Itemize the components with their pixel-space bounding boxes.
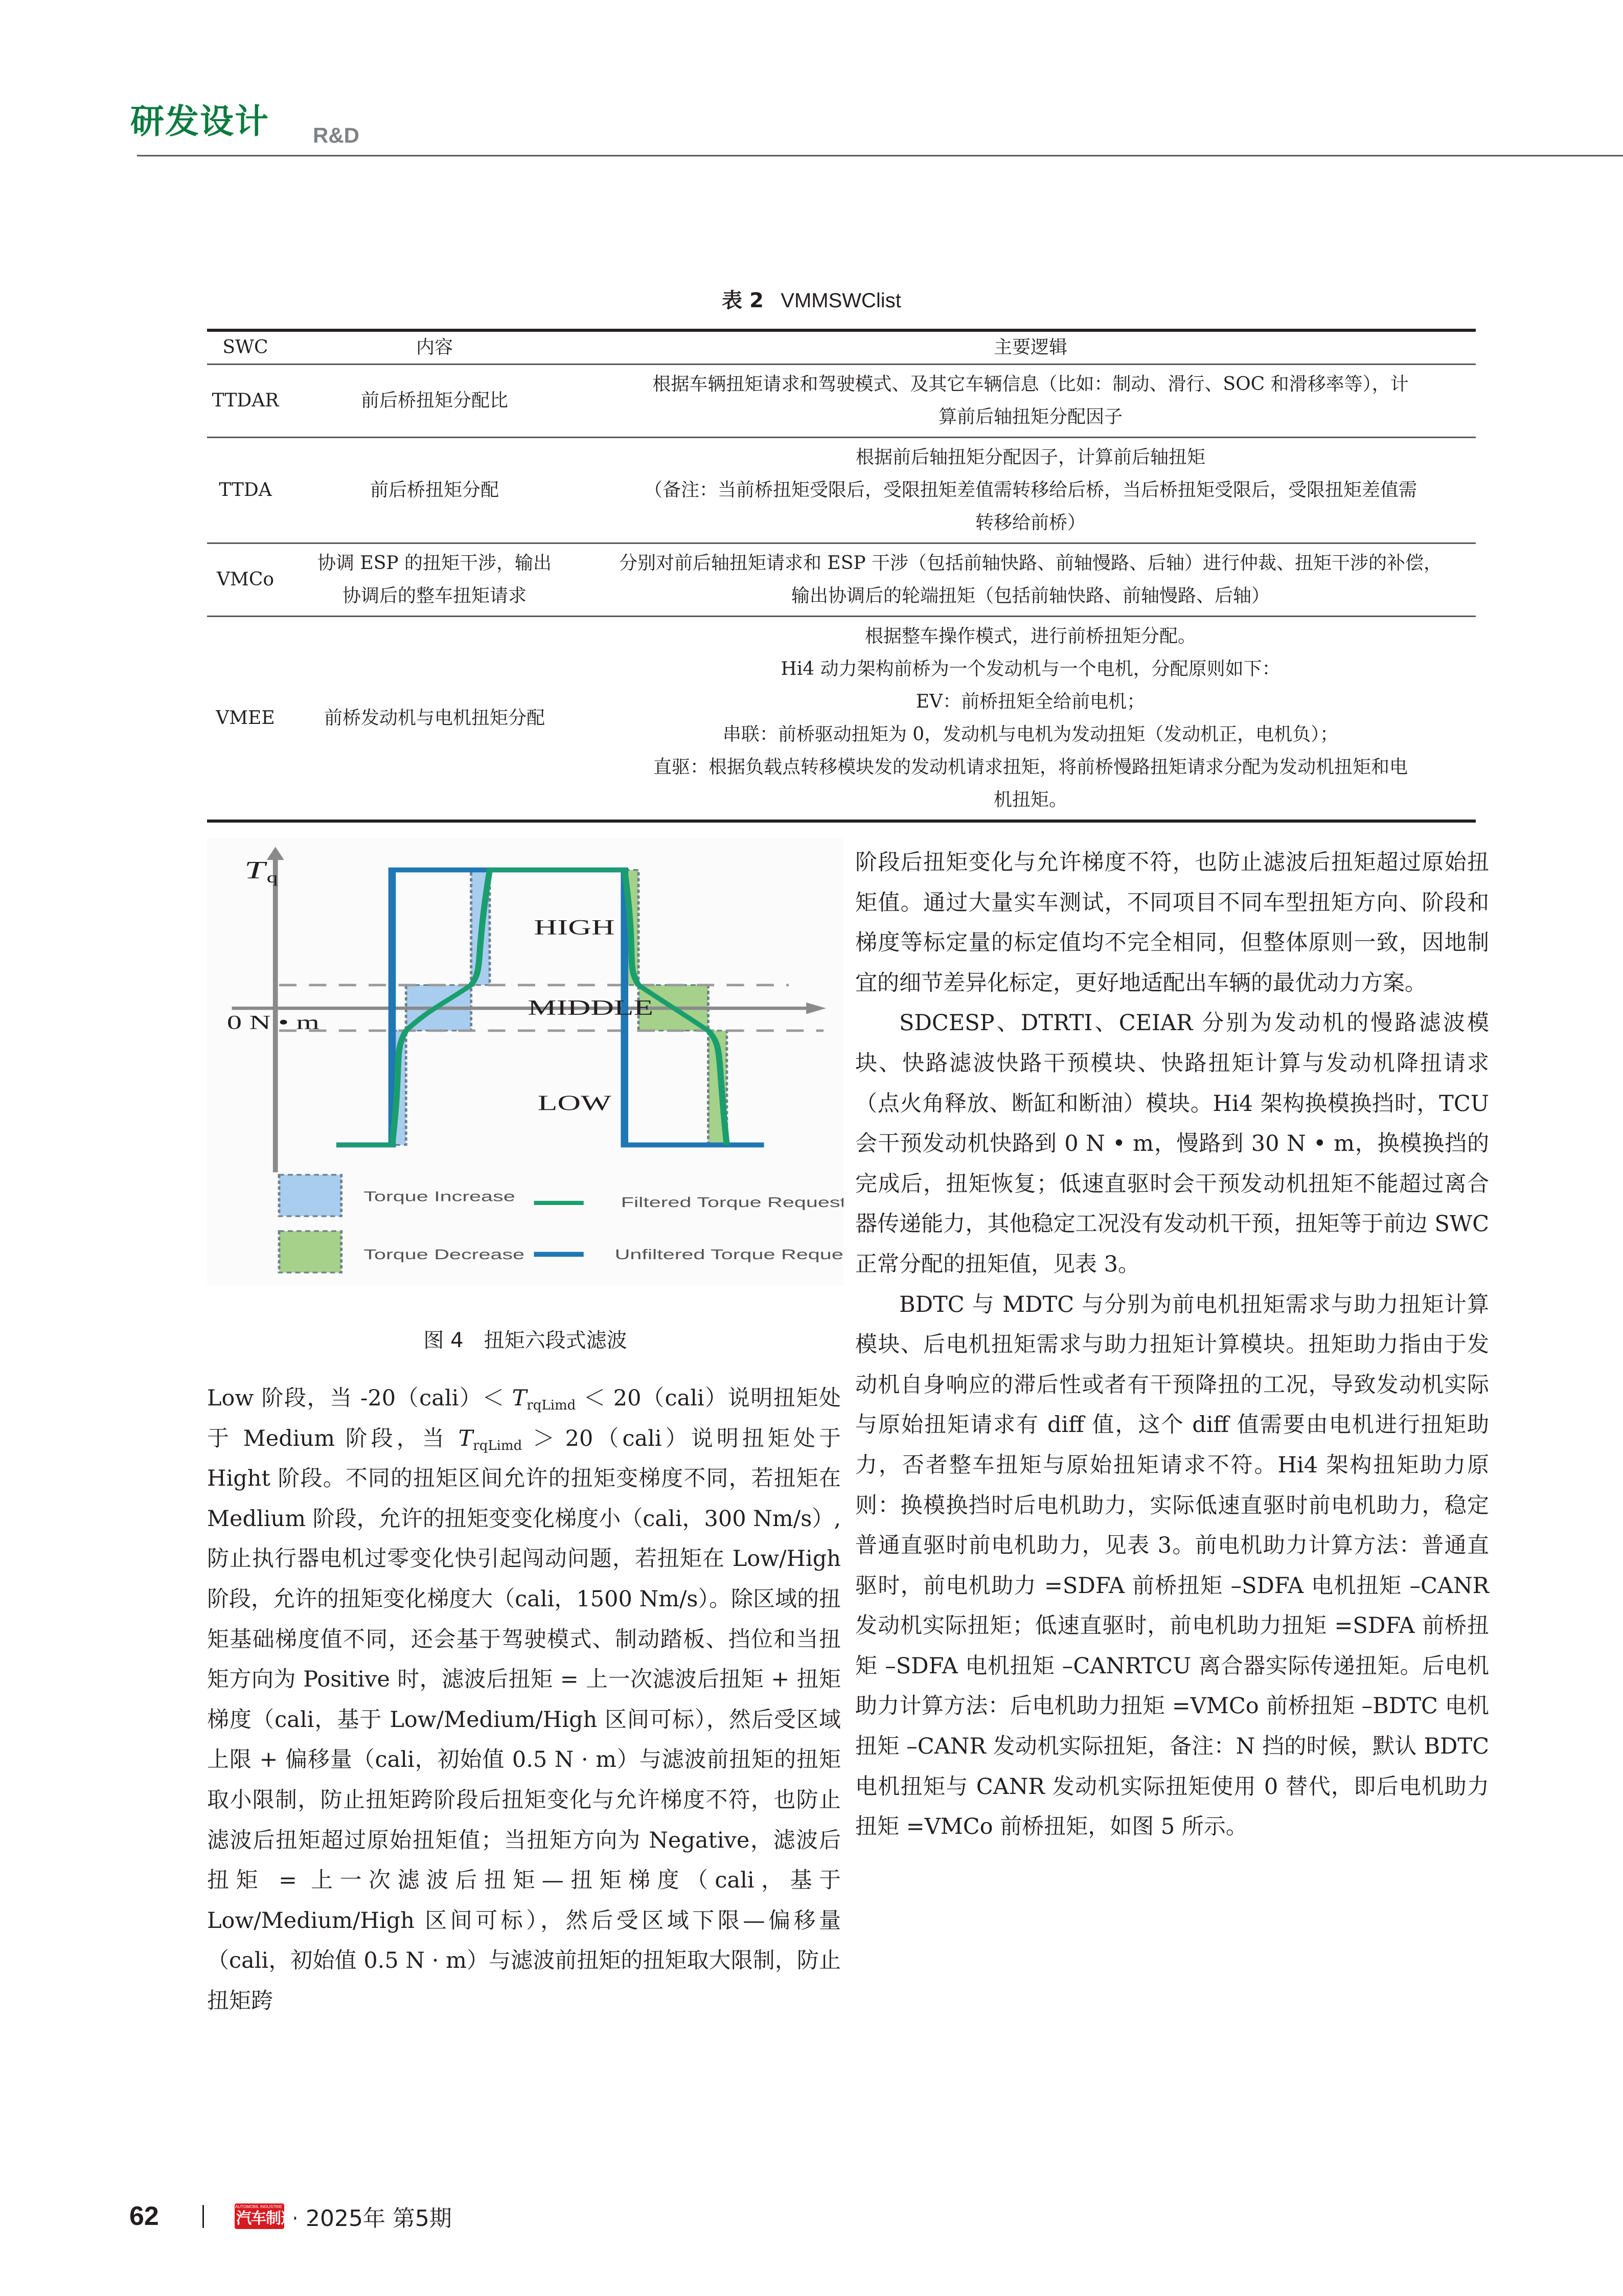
cell-line: EV：前桥扭矩全给前电机； (916, 691, 1146, 712)
cell-content (284, 384, 585, 417)
page-number: 62 (129, 2201, 159, 2231)
table-row (207, 544, 1476, 616)
table-header-row (207, 332, 1476, 363)
cell-line: 机扭矩。 (993, 789, 1067, 810)
section-title: 研发设计 (130, 102, 269, 141)
table-caption (0, 290, 1623, 311)
table-caption-number: 表 2 (722, 289, 764, 312)
section-subtitle: R&D (313, 123, 359, 147)
cell-line: 根据整车操作模式，进行前桥扭矩分配。 (864, 626, 1196, 647)
legend-label-unfiltered: Unfiltered Torque Request (614, 1246, 843, 1263)
journal-logo (235, 2203, 310, 2229)
cell-logic (585, 368, 1476, 434)
figure-torque-filter (207, 838, 843, 1286)
torque-filter-chart (207, 838, 843, 1286)
cell-swc: VMEE (216, 708, 275, 729)
cell-line: 协调 ESP 的扭矩干涉，输出 (317, 553, 552, 574)
body-paragraph: 阶段后扭矩变化与允许梯度不符，也防止滤波后扭矩超过原始扭矩值。通过大量实车测试，不同项目不同车型扭矩方向、阶段和梯度等标定量的标定值均不完全相同，但整体原则一致，因地制宜的细节差异化标定，更好地适配出车辆的最优动力方案。 (855, 850, 1489, 996)
legend-label-filtered: Filtered Torque Request (621, 1194, 843, 1211)
zone-label-low: LOW (537, 1090, 611, 1115)
y-axis-label-subscript: q (266, 869, 278, 886)
cell-line: 输出协调后的轮端扭矩（包括前轴快路、前轴慢路、后轴） (791, 585, 1270, 606)
cell-line: 前桥发动机与电机扭矩分配 (324, 708, 545, 729)
cell-logic (585, 620, 1476, 816)
table-row (207, 617, 1476, 820)
math-subscript: rqLimd (473, 1438, 522, 1453)
cell-line: Hi4 动力架构前桥为一个发动机与一个电机，分配原则如下： (781, 658, 1281, 679)
cell-logic (585, 547, 1476, 612)
text-run: ＜ 20（cali）说明扭矩处于 Medium 阶段，当 (207, 1385, 841, 1451)
cell-line: 根据车辆扭矩请求和驾驶模式、及其它车辆信息（比如：制动、滑行、SOC 和滑移率等），计 (652, 374, 1409, 395)
figure-caption: 图 4 扭矩六段式滤波 (423, 1329, 627, 1352)
journal-logo-cn: 汽车制造业 (236, 2210, 310, 2227)
zone-label-high: HIGH (534, 915, 615, 940)
table-caption-title: VMMSWClist (781, 289, 901, 312)
legend-label-decrease: Torque Decrease (363, 1246, 525, 1263)
legend-swatch-decrease (279, 1231, 341, 1272)
cell-swc: TTDA (219, 480, 272, 501)
cell-content (284, 474, 585, 507)
column-header-swc: SWC (222, 337, 268, 358)
cell-line: 根据前后轴扭矩分配因子，计算前后轴扭矩 (855, 447, 1205, 468)
text-run: ＞ 20（cali）说明扭矩处于 Hight 阶段。不同的扭矩区间允许的扭矩变梯度不同，若扭矩在 Medlium 阶段，允许的扭矩变变化梯度小（cali，300 Nm/s）,防止执行器电机过零变化快引起闯动问题，若扭矩在 Low/High 阶段，允许的扭矩变化梯度大（cali，1500 Nm/s）。除区域的扭矩基础梯度值不同，还会基于驾驶模式、制动踏板、挡位和当扭矩方向为 Positive 时，滤波后扭矩 = 上一次滤波后扭矩 + 扭矩梯度（cali，基于 Low/Medium/High 区间可标），然后受区域上限 + 偏移量（cali，初始值 0.5 N · m）与滤波前扭矩的扭矩取小限制，防止扭矩跨阶段后扭矩变化与允许梯度不符，也防止滤波后扭矩超过原始扭矩值；当扭矩方向为 Negative，滤波后扭矩 = 上一次滤波后扭矩—扭矩梯度（cali，基于 Low/Medium/High 区间可标），然后受区域下限—偏移量（cali，初始值 0.5 N · m）与滤波前扭矩的扭矩取大限制，防止扭矩跨 (207, 1425, 841, 2014)
table-row (207, 438, 1476, 542)
body-paragraph: BDTC 与 MDTC 与分别为前电机扭矩需求与助力扭矩计算模块、后电机扭矩需求与助力扭矩计算模块。扭矩助力指由于发动机自身响应的滞后性或者有干预降扭的工况，导致发动机实际与原始扭矩请求有 diff 值，这个 diff 值需要由电机进行扭矩助力，否者整车扭矩与原始扭矩请求不符。Hi4 架构扭矩助力原则：换模换挡时后电机助力，实际低速直驱时前电机助力，稳定普通直驱时前电机助力，见表 3。前电机助力计算方法：普通直驱时，前电机助力 =SDFA 前桥扭矩 –SDFA 电机扭矩 –CANR 发动机实际扭矩；低速直驱时，前电机助力扭矩 =SDFA 前桥扭矩 –SDFA 电机扭矩 –CANRTCU 离合器实际传递扭矩。后电机助力计算方法：后电机助力扭矩 =VMCo 前桥扭矩 –BDTC 电机扭矩 –CANR 发动机实际扭矩，备注：N 挡的时候，默认 BDTC 电机扭矩与 CANR 发动机实际扭矩使用 0 替代，即后电机助力扭矩 =VMCo 前桥扭矩，如图 5 所示。 (855, 1291, 1489, 1840)
cell-line: 串联：前桥驱动扭矩为 0，发动机与电机为发动扭矩（发动机正，电机负）； (722, 724, 1339, 745)
column-header-content: 内容 (416, 337, 453, 358)
issue-label: · 2025年 第5期 (291, 2206, 452, 2232)
y-axis-label: T (244, 856, 265, 884)
cell-logic (585, 441, 1476, 539)
page-footer (129, 2198, 452, 2234)
body-paragraph (207, 1378, 841, 2021)
table-row (207, 365, 1476, 437)
text-run: Low 阶段，当 -20（cali）＜ (207, 1385, 512, 1411)
header-rule (137, 155, 1623, 156)
zone-label-middle: MIDDLE (528, 995, 654, 1020)
cell-line: 分别对前后轴扭矩请求和 ESP 干涉（包括前轴快路、前轴慢路、后轴）进行仲裁、扭矩干涉的补偿， (619, 553, 1443, 574)
cell-line: 前后桥扭矩分配 (370, 480, 499, 501)
math-variable: T (458, 1425, 473, 1451)
swc-table (207, 329, 1476, 823)
journal-logo-en: AUTOMOBIL INDUSTRIE (235, 2204, 282, 2209)
x-axis-arrow (806, 1003, 826, 1014)
zero-torque-label: 0 N • m (226, 1011, 319, 1034)
table-bottom-rule (207, 820, 1476, 823)
column-header-logic: 主要逻辑 (993, 337, 1067, 358)
math-variable: T (512, 1385, 527, 1411)
body-paragraph: SDCESP、DTRTI、CEIAR 分别为发动机的慢路滤波模块、快路滤波快路干预模块、快路扭矩计算与发动机降扭请求（点火角释放、断缸和断油）模块。Hi4 架构换模换挡时，TCU 会干预发动机快路到 0 N • m，慢路到 30 N • m，换模换挡的完成后，扭矩恢复；低速直驱时会干预发动机扭矩不能超过离合器传递能力，其他稳定工况没有发动机干预，扭矩等于前边 SWC 正常分配的扭矩值，见表 3。 (855, 1010, 1489, 1277)
cell-content (284, 702, 585, 735)
y-axis-arrow (267, 847, 284, 860)
table-body (207, 365, 1476, 820)
legend-label-increase: Torque Increase (363, 1189, 515, 1204)
math-subscript: rqLimd (527, 1398, 576, 1413)
footer-separator (202, 2205, 204, 2228)
cell-line: （备注：当前桥扭矩受限后，受限扭矩差值需转移给后桥，当后桥扭矩受限后，受限扭矩差值需 (644, 480, 1417, 501)
cell-line: 直驱：根据负载点转移模块发的发动机请求扭矩，将前桥慢路扭矩请求分配为发动机扭矩和电 (653, 757, 1408, 778)
cell-swc: VMCo (216, 569, 275, 590)
cell-line: 转移给前桥） (975, 512, 1086, 533)
legend-swatch-increase (279, 1175, 341, 1216)
cell-swc: TTDAR (212, 390, 279, 411)
right-column (855, 843, 1489, 1847)
cell-line: 前后桥扭矩分配比 (360, 390, 508, 411)
cell-content (284, 547, 585, 612)
cell-line: 协调后的整车扭矩请求 (342, 585, 527, 606)
left-column (207, 1378, 841, 2021)
cell-line: 算前后轴扭矩分配因子 (938, 406, 1123, 427)
